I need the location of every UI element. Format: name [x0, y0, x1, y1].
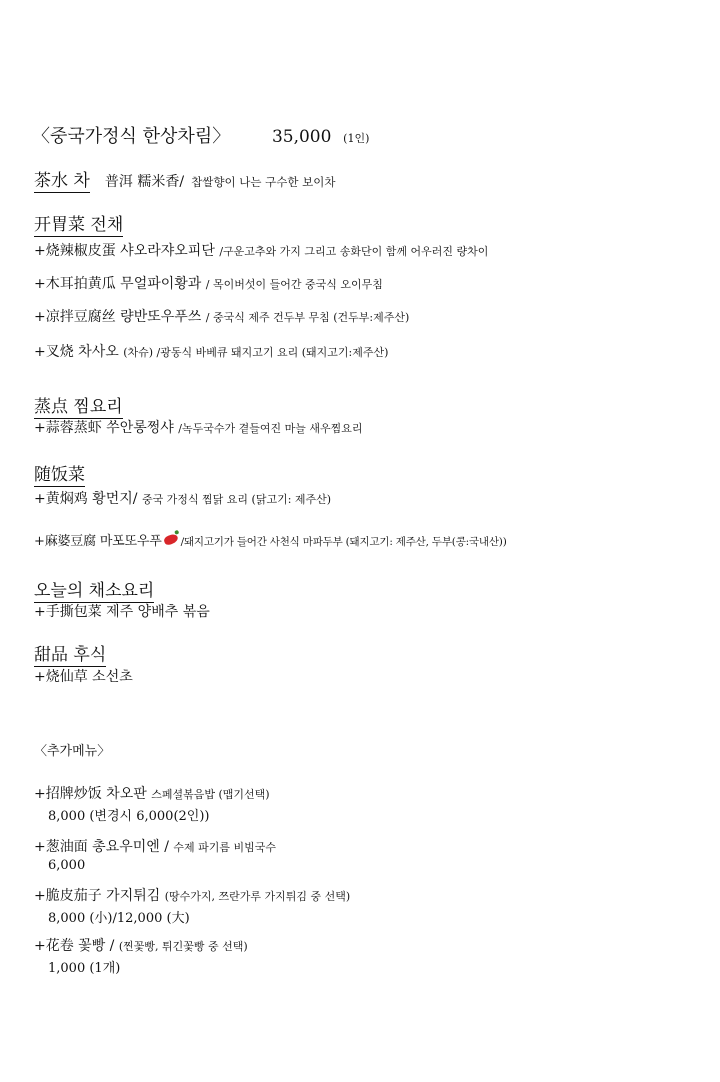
extra-item — [34, 783, 270, 824]
dessert-heading: 甜品 후식 — [34, 640, 106, 667]
item-name: +黄焖鸡 황먼지/ — [34, 491, 138, 507]
item-name: +木耳拍黄瓜 무얼파이황과 — [34, 276, 202, 292]
item-desc: /녹두국수가 곁들여진 마늘 새우찜요리 — [178, 422, 363, 435]
item-name: +凉拌豆腐丝 량반또우푸쓰 — [34, 309, 202, 325]
per-person-label: (1인) — [343, 132, 370, 145]
item-name: +烧辣椒皮蛋 샤오라쟈오피단 — [34, 243, 215, 259]
extra-item — [34, 885, 350, 926]
menu-item — [34, 273, 383, 293]
item-name: +叉烧 차사오 — [34, 344, 119, 360]
appetizer-heading: 开胃菜 전채 — [34, 210, 123, 237]
item-desc: 스페셜볶음밥 (맵기선택) — [151, 788, 270, 801]
item-name: +手撕包菜 제주 양배추 볶음 — [34, 604, 210, 620]
dessert-section — [34, 640, 106, 667]
menu-title-row — [32, 122, 369, 148]
item-desc: / 목이버섯이 들어간 중국식 오이무침 — [205, 278, 383, 291]
item-name: +烧仙草 소선초 — [34, 669, 133, 685]
item-desc: (차슈) /광동식 바베큐 돼지고기 요리 (돼지고기:제주산) — [123, 346, 389, 359]
item-desc: /구운고추와 가지 그리고 송화단이 함께 어우러진 량차이 — [219, 245, 489, 258]
item-price: 8,000 (변경시 6,000(2인)) — [48, 809, 210, 824]
item-price: 6,000 — [48, 858, 86, 873]
item-desc: (땅수가지, 쯔란가루 가지튀김 중 선택) — [164, 890, 351, 903]
tea-section — [34, 166, 335, 193]
item-name: +葱油面 총요우미엔 / — [34, 839, 169, 855]
tea-names: 普洱 糯米香/ — [104, 174, 185, 190]
steam-heading: 蒸点 찜요리 — [34, 392, 123, 419]
item-price: 8,000 (小)/12,000 (大) — [48, 911, 190, 926]
menu-item — [34, 530, 507, 549]
menu-item — [34, 601, 210, 621]
menu-item — [34, 417, 362, 437]
menu-item — [34, 666, 133, 686]
item-name: +麻婆豆腐 마포또우푸 — [34, 534, 162, 549]
item-desc: / 중국식 제주 건두부 무침 (건두부:제주산) — [205, 311, 410, 324]
rice-section — [34, 460, 85, 487]
extra-item — [34, 935, 248, 976]
rice-heading: 随饭菜 — [34, 460, 85, 487]
item-desc: 수제 파기름 비빔국수 — [173, 841, 277, 854]
item-desc: 중국 가정식 찜닭 요리 (닭고기: 제주산) — [141, 493, 332, 506]
item-name: +招牌炒饭 차오판 — [34, 786, 147, 802]
steam-section — [34, 392, 123, 419]
menu-item — [34, 240, 488, 260]
extra-menu-title: 〈추가메뉴〉 — [34, 744, 111, 759]
tea-heading: 茶水 차 — [34, 166, 90, 193]
chili-pepper-icon — [162, 533, 178, 547]
menu-title: 〈중국가정식 한상차림〉 — [32, 126, 231, 147]
veg-section — [34, 576, 154, 603]
item-desc: /돼지고기가 들어간 사천식 마파두부 (돼지고기: 제주산, 두부(콩:국내산)) — [180, 536, 507, 548]
menu-item — [34, 306, 409, 326]
menu-item — [34, 341, 388, 361]
item-price: 1,000 (1개) — [48, 961, 121, 976]
set-price: 35,000 — [271, 127, 332, 147]
extra-item — [34, 836, 276, 873]
item-name: +蒜蓉蒸虾 쑤안롱쩡샤 — [34, 420, 174, 436]
tea-desc: 찹쌀향이 나는 구수한 보이차 — [191, 175, 336, 189]
item-name: +脆皮茄子 가지튀김 — [34, 888, 161, 904]
appetizer-section — [34, 210, 123, 237]
menu-item — [34, 488, 331, 508]
item-desc: (찐꽃빵, 튀긴꽃빵 중 선택) — [118, 940, 248, 953]
item-name: +花卷 꽃빵 / — [34, 938, 115, 954]
veg-heading: 오늘의 채소요리 — [34, 576, 154, 603]
